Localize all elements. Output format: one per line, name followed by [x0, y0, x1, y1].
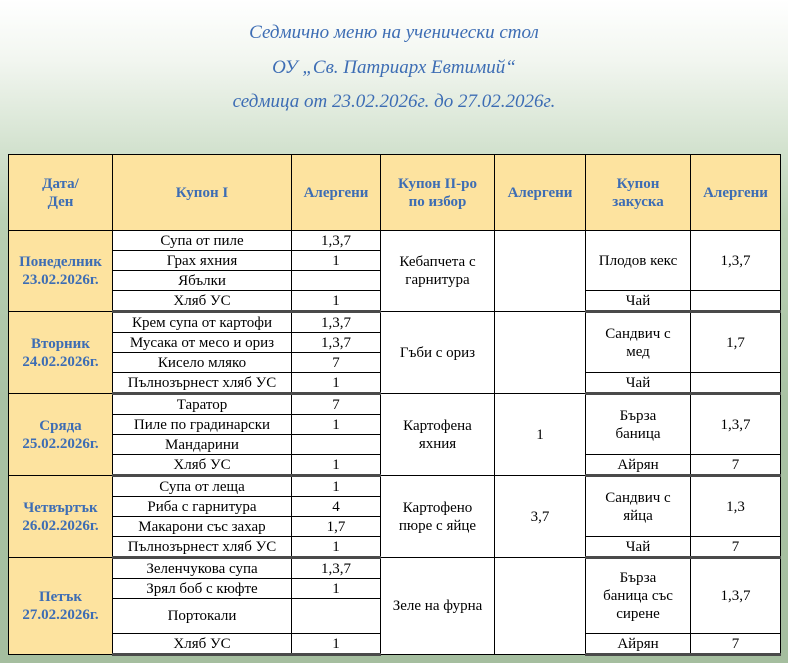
coupon1-dish: Хляб УС — [113, 291, 292, 312]
coupon1-allergens: 1 — [292, 455, 381, 476]
coupon1-dish: Супа от пиле — [113, 231, 292, 251]
drink-dish: Чай — [586, 373, 691, 394]
snack-dish — [586, 394, 691, 455]
drink-allergens: 7 — [691, 634, 781, 655]
snack-allergens: 1,3,7 — [691, 558, 781, 634]
snack-dish — [586, 231, 691, 291]
table-row — [9, 558, 781, 579]
coupon1-dish: Пълнозърнест хляб УС — [113, 537, 292, 558]
snack-dish-line: Бърза — [619, 570, 657, 586]
coupon1-dish: Портокали — [113, 599, 292, 634]
coupon1-dish: Грах яхния — [113, 251, 292, 271]
coupon1-allergens: 1 — [292, 415, 381, 435]
coupon1-allergens — [292, 599, 381, 634]
coupon2-dish-line: Картофена — [403, 417, 472, 434]
header-coupon2-line1: Купон II-ро — [397, 175, 478, 192]
header-date-line1: Дата/ — [42, 175, 79, 192]
coupon2-dish — [381, 312, 495, 394]
day-name: Сряда — [39, 417, 82, 434]
header-coupon2 — [381, 155, 495, 231]
coupon1-allergens: 1 — [292, 373, 381, 394]
snack-dish-line: Бърза — [619, 407, 657, 424]
header-snack-line2: закуска — [612, 193, 664, 210]
coupon1-allergens: 7 — [292, 353, 381, 373]
coupon1-dish: Хляб УС — [113, 455, 292, 476]
coupon1-allergens: 7 — [292, 394, 381, 415]
coupon2-allergens: 3,7 — [495, 476, 586, 558]
coupon1-dish: Пиле по градинарски — [113, 415, 292, 435]
coupon2-allergens: 1 — [495, 394, 586, 476]
drink-allergens — [691, 291, 781, 312]
coupon2-allergens — [495, 312, 586, 394]
snack-allergens: 1,3,7 — [691, 394, 781, 455]
coupon1-dish: Пълнозърнест хляб УС — [113, 373, 292, 394]
header-date-line2: Ден — [47, 193, 74, 210]
coupon1-dish: Супа от леща — [113, 476, 292, 497]
table-row — [9, 476, 781, 497]
coupon2-dish-line: Зеле на фурна — [392, 598, 483, 614]
coupon1-allergens: 1,3,7 — [292, 558, 381, 579]
coupon1-dish: Хляб УС — [113, 634, 292, 655]
drink-dish: Айрян — [586, 455, 691, 476]
table-row — [9, 231, 781, 251]
header-snack — [586, 155, 691, 231]
snack-dish-line: сирене — [616, 606, 660, 622]
week-range: седмица от 23.02.2026г. до 27.02.2026г. — [232, 91, 556, 112]
day-cell — [9, 312, 113, 394]
coupon2-dish-line: пюре с яйце — [398, 517, 477, 534]
coupon2-allergens — [495, 558, 586, 655]
coupon1-dish: Мусака от месо и ориз — [113, 333, 292, 353]
coupon2-dish-line: Гъби с ориз — [399, 344, 476, 361]
coupon1-dish: Зеленчукова супа — [113, 558, 292, 579]
header-allergens1: Алергени — [292, 155, 381, 231]
day-name: Вторник — [31, 335, 90, 352]
snack-dish-line: мед — [626, 343, 650, 360]
day-cell — [9, 394, 113, 476]
menu-title: Седмично меню на ученически стол — [249, 22, 539, 43]
header-coupon2-line2: по избор — [408, 193, 467, 210]
coupon1-dish: Макарони със захар — [113, 517, 292, 537]
coupon2-dish-line: яхния — [418, 435, 457, 452]
table-row — [9, 312, 781, 333]
day-name: Понеделник — [19, 254, 102, 270]
snack-dish-line: Сандвич с — [605, 325, 671, 342]
header-snack-line1: Купон — [616, 175, 660, 192]
header-date — [9, 155, 113, 231]
coupon2-dish — [381, 231, 495, 312]
coupon1-allergens: 1,3,7 — [292, 333, 381, 353]
coupon1-dish: Мандарини — [113, 435, 292, 455]
coupon1-allergens: 1 — [292, 476, 381, 497]
weekly-menu-table — [8, 154, 781, 656]
header-row — [9, 155, 781, 231]
coupon2-dish-line: Картофено — [402, 499, 473, 516]
coupon1-allergens: 1 — [292, 537, 381, 558]
snack-allergens: 1,3,7 — [691, 231, 781, 291]
drink-allergens — [691, 373, 781, 394]
day-cell — [9, 476, 113, 558]
coupon2-dish — [381, 394, 495, 476]
menu-body — [9, 231, 781, 655]
snack-allergens: 1,3 — [691, 476, 781, 537]
snack-dish-line: баница — [615, 425, 661, 442]
snack-dish-line: яйца — [623, 507, 653, 524]
day-cell — [9, 558, 113, 655]
coupon1-allergens: 1 — [292, 291, 381, 312]
drink-dish: Чай — [586, 291, 691, 312]
day-date: 24.02.2026г. — [22, 353, 99, 370]
coupon1-allergens: 1,3,7 — [292, 231, 381, 251]
coupon1-allergens: 1 — [292, 579, 381, 599]
school-name: ОУ „Св. Патриарх Евтимий“ — [272, 57, 516, 78]
day-date: 26.02.2026г. — [22, 517, 99, 534]
coupon1-allergens: 1,3,7 — [292, 312, 381, 333]
coupon2-dish-line: Кебапчета с — [399, 254, 476, 270]
coupon2-dish-line: гарнитура — [405, 272, 470, 288]
snack-dish-line: баница със — [603, 588, 673, 604]
snack-dish-line: Плодов кекс — [598, 252, 678, 269]
day-date: 23.02.2026г. — [22, 272, 99, 288]
snack-dish-line: Сандвич с — [605, 489, 671, 506]
coupon1-dish: Кисело мляко — [113, 353, 292, 373]
snack-allergens: 1,7 — [691, 312, 781, 373]
coupon1-dish: Таратор — [113, 394, 292, 415]
coupon2-dish — [381, 558, 495, 655]
snack-dish — [586, 476, 691, 537]
header-coupon1: Купон I — [113, 155, 292, 231]
day-name: Петък — [38, 589, 83, 605]
coupon2-dish — [381, 476, 495, 558]
drink-dish: Айрян — [586, 634, 691, 655]
coupon1-allergens: 4 — [292, 497, 381, 517]
coupon1-dish: Зрял боб с кюфте — [113, 579, 292, 599]
coupon1-allergens: 1 — [292, 251, 381, 271]
snack-dish — [586, 558, 691, 634]
drink-dish: Чай — [586, 537, 691, 558]
coupon1-dish: Ябълки — [113, 271, 292, 291]
drink-allergens: 7 — [691, 455, 781, 476]
coupon1-dish: Риба с гарнитура — [113, 497, 292, 517]
day-date: 25.02.2026г. — [22, 435, 99, 452]
snack-dish — [586, 312, 691, 373]
header-allergens2: Алергени — [495, 155, 586, 231]
coupon1-allergens: 1 — [292, 634, 381, 655]
coupon1-allergens — [292, 435, 381, 455]
coupon1-allergens — [292, 271, 381, 291]
day-date: 27.02.2026г. — [22, 607, 99, 623]
day-cell — [9, 231, 113, 312]
table-row — [9, 394, 781, 415]
coupon2-allergens — [495, 231, 586, 312]
coupon1-allergens: 1,7 — [292, 517, 381, 537]
header-allergens3: Алергени — [691, 155, 781, 231]
drink-allergens: 7 — [691, 537, 781, 558]
day-name: Четвъртък — [23, 499, 98, 516]
coupon1-dish: Крем супа от картофи — [113, 312, 292, 333]
